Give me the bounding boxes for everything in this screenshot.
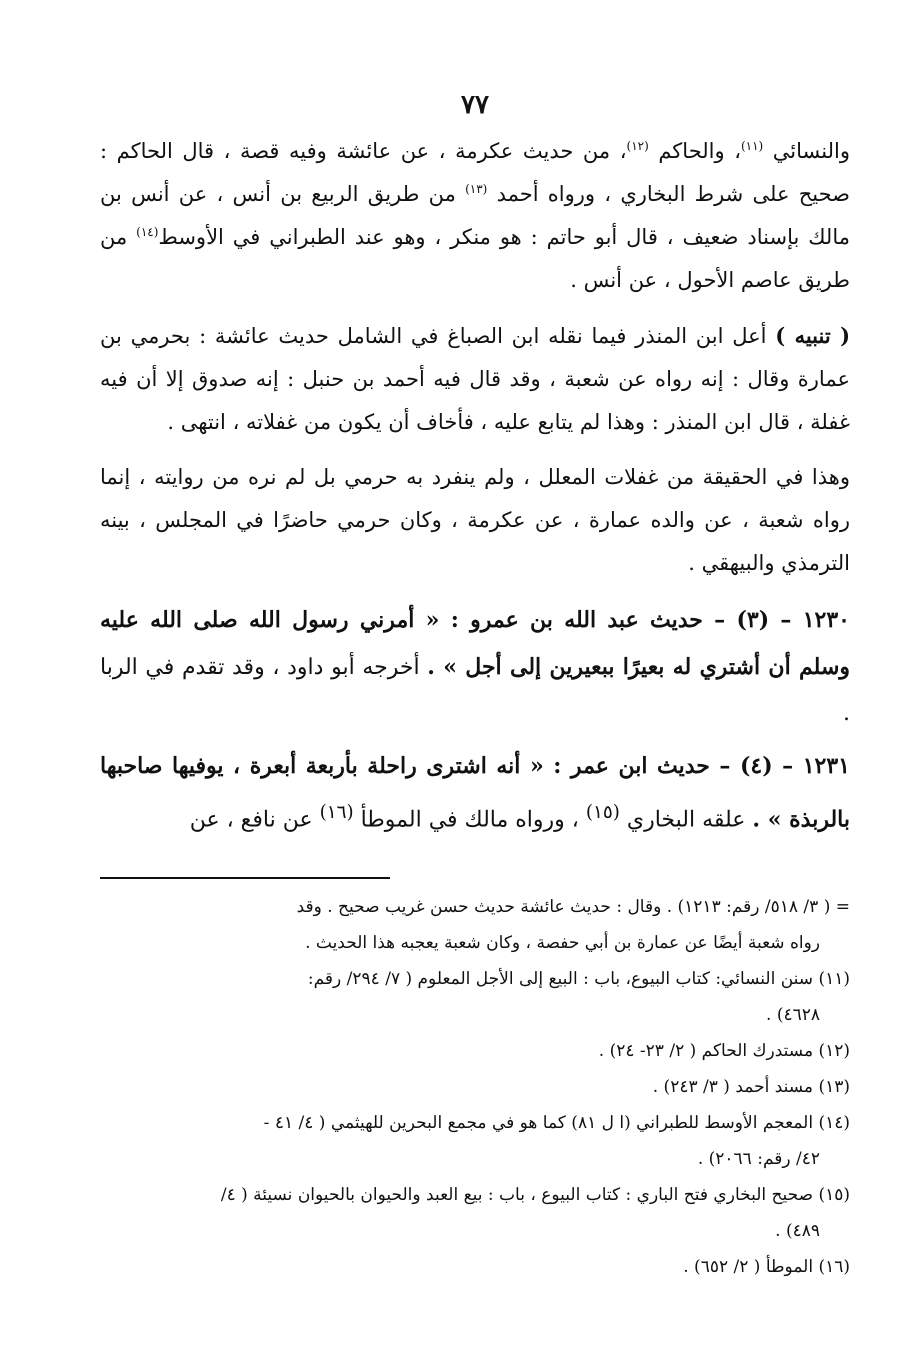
book-page (100, 88, 850, 1285)
footnote-16: (١٦) الموطأ ( ٢/ ٦٥٢) . (683, 1257, 850, 1278)
text-run: عن نافع ، عن (189, 807, 320, 833)
footnote-13: (١٣) مسند أحمد ( ٣/ ٢٤٣) . (652, 1077, 850, 1098)
footnote-divider (100, 877, 390, 879)
footnote-12: (١٢) مستدرك الحاكم ( ٢/ ٢٣- ٢٤) . (598, 1041, 850, 1062)
footnote-text: ٤٢/ رقم: ٢٠٦٦) . (697, 1149, 820, 1170)
footnote-text: ٤٦٢٨) . (766, 1005, 820, 1026)
hadith-heading: ١٢٣١ – (٤) – حديث ابن عمر : « أنه اشترى راحلة بأربعة أبعرة ، يوفيها صاحبها بالربذة » . (100, 753, 850, 833)
footnote-ref-11: (١١) (740, 139, 764, 153)
text-run: من طريق عاصم الأحول ، عن أنس . (100, 225, 850, 292)
page-number: ٧٧ (461, 90, 489, 120)
footnote-11 (100, 961, 850, 1033)
footnote-ref-15: (١٥) (585, 802, 620, 823)
text-run: ، والحاكم (648, 139, 741, 163)
footnote-ref-16: (١٦) (319, 802, 354, 823)
text-run: أعل ابن المنذر فيما نقله ابن الصباغ في الشامل حديث عائشة : بحرمي بن عمارة وقال : إنه رواه عن شعبة ، وقد قال فيه أحمد بن حنبل : إنه صدوق إلا أن فيه غفلة ، قال ابن المنذر : وهذا لم يتابع عليه ، فأخاف أن يكون من غفلاته ، انتهى . (100, 324, 850, 434)
footnote-15 (100, 1177, 850, 1249)
hadith-1231 (100, 743, 850, 843)
paragraph-note (100, 314, 850, 444)
text-run: ، من حديث عكرمة ، عن عائشة وفيه قصة ، قال الحاكم : صحيح على شرط البخاري ، ورواه أحمد (100, 139, 850, 206)
footnotes (100, 889, 850, 1285)
footnote-ref-12: (١٢) (626, 139, 649, 153)
hadith-heading: ١٢٣٠ – (٣) – حديث عبد الله بن عمرو : « أمرني رسول الله صلى الله عليه وسلم أن أشتري له بعيرًا ببعيرين إلى أجل » . (100, 607, 850, 680)
text-run: والنسائي (763, 139, 850, 163)
hadith-1230 (100, 597, 850, 737)
footnote-text: ٤٨٩) . (775, 1221, 820, 1242)
footnote-text: (١٤) المعجم الأوسط للطبراني (ا ل ٨١) كما هو في مجمع البحرين للهيثمي ( ٤/ ٤١ - (263, 1113, 850, 1134)
footnote-text: (١١) سنن النسائي: كتاب البيوع، باب : البيع إلى الأجل المعلوم ( ٧/ ٢٩٤/ رقم: (307, 969, 850, 990)
footnote-text: رواه شعبة أيضًا عن عمارة بن أبي حفصة ، وكان شعبة يعجبه هذا الحديث . (305, 933, 820, 954)
footnote-text: (١٥) صحيح البخاري فتح الباري : كتاب البيوع ، باب : بيع العبد والحيوان بالحيوان نسيئة ( ٤/ (220, 1185, 850, 1206)
footnote-ref-14: (١٤) (136, 225, 159, 239)
footnote-14 (100, 1105, 850, 1177)
paragraph-sources (100, 130, 850, 302)
text-run: علقه البخاري (619, 807, 753, 833)
note-label: ( تنبيه ) (775, 323, 851, 348)
text-run: أخرجه أبو داود ، وقد تقدم في الربا . (100, 655, 850, 726)
footnote-continued (100, 889, 850, 961)
text-run: ، ورواه مالك في الموطأ (353, 807, 586, 833)
footnote-ref-13: (١٣) (465, 182, 488, 196)
text-run: من طريق الربيع بن أنس ، عن أنس بن مالك بإسناد ضعيف ، قال أبو حاتم : هو منكر ، وهو عند الطبراني في الأوسط (100, 182, 850, 249)
paragraph-commentary: وهذا في الحقيقة من غفلات المعلل ، ولم ينفرد به حرمي بل لم نره من روايته ، إنما رواه شعبة ، عن والده عمارة ، عن عكرمة ، وكان حرمي حاضرًا في المجلس ، بينه الترمذي والبيهقي . (100, 465, 850, 575)
footnote-text: = ( ٣/ ٥١٨/ رقم: ١٢١٣) . وقال : حديث عائشة حديث حسن غريب صحيح . وقد (296, 897, 850, 918)
